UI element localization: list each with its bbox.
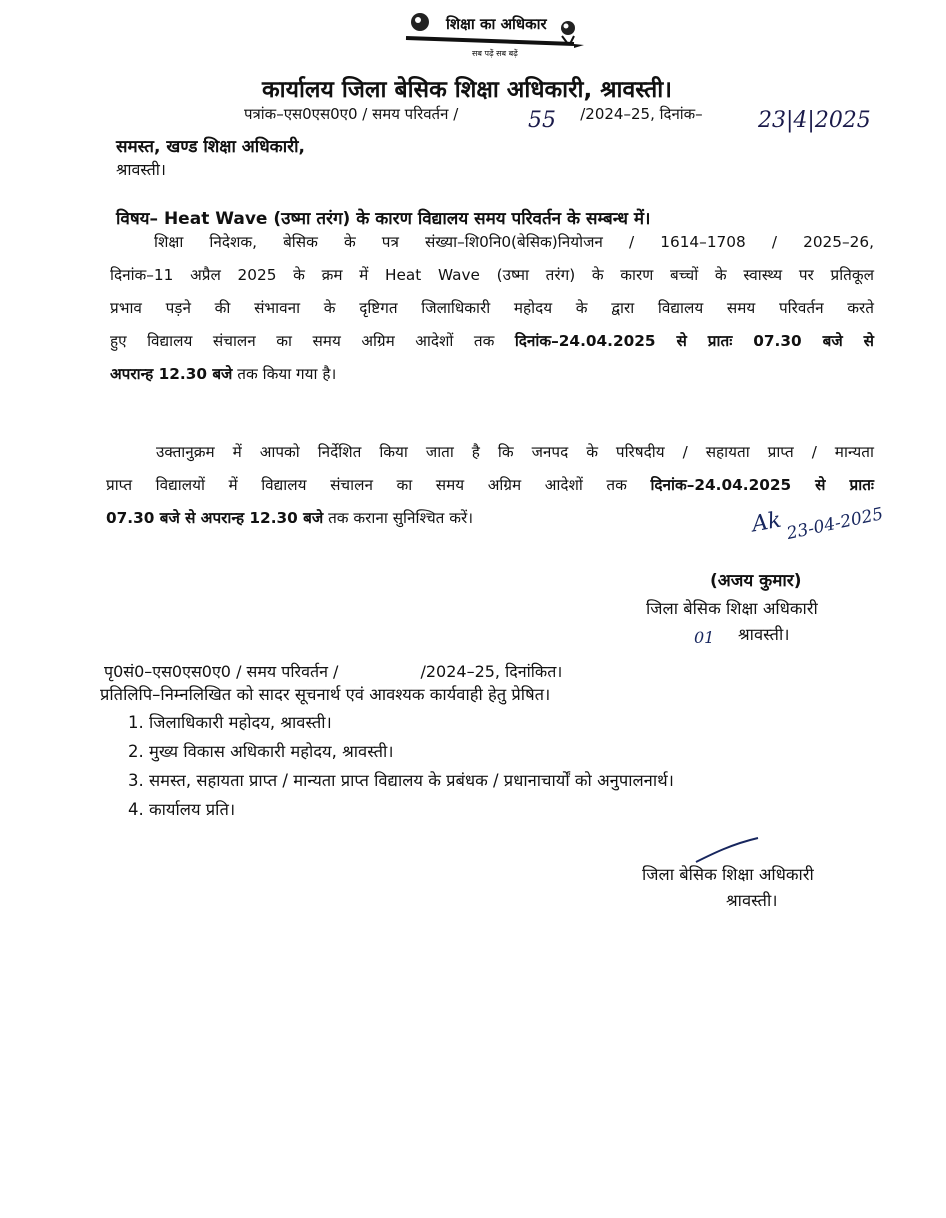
- highlight-date: दिनांक–24.04.2025 से प्रातः: [650, 476, 875, 494]
- list-item: 3. समस्त, सहायता प्राप्त / मान्यता प्राप्त विद्यालय के प्रबंधक / प्रधानाचार्यों को अनुपालनार्थ।: [128, 771, 674, 790]
- copy-reference-suffix: /2024–25, दिनांकित।: [420, 662, 563, 681]
- signer-place: श्रावस्ती।: [738, 625, 790, 644]
- paragraph-line: [110, 358, 874, 391]
- list-item: 1. जिलाधिकारी महोदय, श्रावस्ती।: [128, 713, 332, 732]
- letter-number-suffix: /2024–25, दिनांक–: [580, 105, 703, 123]
- paragraph-text: तक किया गया है।: [237, 365, 337, 383]
- paragraph-line: प्रभाव पड़ने की संभावना के दृष्टिगत जिलाधिकारी महोदय के द्वारा विद्यालय समय परिवर्तन करते: [110, 299, 874, 317]
- addressee-place: श्रावस्ती।: [116, 160, 166, 179]
- subject-line: विषय– Heat Wave (उष्मा तरंग) के कारण विद्यालय समय परिवर्तन के सम्बन्ध में।: [116, 209, 651, 229]
- handwritten-signature: Ak: [750, 507, 784, 538]
- closing-designation: जिला बेसिक शिक्षा अधिकारी: [642, 865, 814, 884]
- body-paragraph-1: [110, 226, 874, 391]
- handwritten-signature-date: 23-04-2025: [784, 504, 886, 544]
- highlight-time: अपरान्ह 12.30 बजे: [110, 365, 233, 383]
- paragraph-text: प्राप्त विद्यालयों में विद्यालय संचालन का समय अग्रिम आदेशों तक: [106, 476, 627, 494]
- paragraph-text: हुए विद्यालय संचालन का समय अग्रिम आदेशों तक: [110, 332, 495, 350]
- signer-name: (अजय कुमार): [710, 571, 802, 591]
- copy-reference-prefix: पृ0सं0–एस0एस0ए0 / समय परिवर्तन /: [104, 662, 339, 681]
- paragraph-text: तक कराना सुनिश्चित करें।: [328, 509, 474, 527]
- copy-reference: [104, 660, 562, 682]
- closing-place: श्रावस्ती।: [726, 891, 778, 910]
- paragraph-line: [110, 325, 874, 358]
- paragraph-line: [106, 469, 874, 502]
- handwritten-letter-date: 23|4|2025: [758, 108, 871, 133]
- highlight-date-time: दिनांक–24.04.2025 से प्रातः 07.30 बजे से: [514, 332, 874, 350]
- addressee: समस्त, खण्ड शिक्षा अधिकारी,: [116, 137, 305, 157]
- copy-intro: प्रतिलिपि–निम्नलिखित को सादर सूचनार्थ एवं आवश्यक कार्यवाही हेतु प्रेषित।: [100, 685, 551, 704]
- list-item: 2. मुख्य विकास अधिकारी महोदय, श्रावस्ती।: [128, 742, 394, 761]
- letter-number: [244, 104, 703, 124]
- signer-designation: जिला बेसिक शिक्षा अधिकारी: [646, 599, 818, 618]
- highlight-time: 07.30 बजे से अपरान्ह 12.30 बजे: [106, 509, 324, 527]
- office-title: कार्यालय जिला बेसिक शिक्षा अधिकारी, श्रावस्ती।: [262, 77, 672, 103]
- handwritten-letter-number: 55: [528, 108, 556, 133]
- letter-number-prefix: पत्रांक–एस0एस0ए0 / समय परिवर्तन /: [244, 105, 459, 123]
- list-item: 4. कार्यालय प्रति।: [128, 800, 236, 819]
- handwritten-margin-mark: 01: [694, 628, 715, 647]
- copy-recipients-list: [128, 710, 674, 826]
- rte-logo: [398, 10, 588, 64]
- paragraph-line: उक्तानुक्रम में आपको निर्देशित किया जाता है कि जनपद के परिषदीय / सहायता प्राप्त / मान्यता: [156, 443, 874, 461]
- logo-text: शिक्षा का अधिकार: [446, 15, 547, 33]
- paragraph-line: दिनांक–11 अप्रैल 2025 के क्रम में Heat Wave (उष्मा तरंग) के कारण बच्चों के स्वास्थ्य पर प्रतिकूल: [110, 266, 874, 284]
- logo-tagline: सब पढ़ें सब बढ़ें: [472, 49, 518, 58]
- paragraph-line: शिक्षा निदेशक, बेसिक के पत्र संख्या–शि0नि0(बेसिक)नियोजन / 1614–1708 / 2025–26,: [154, 233, 874, 251]
